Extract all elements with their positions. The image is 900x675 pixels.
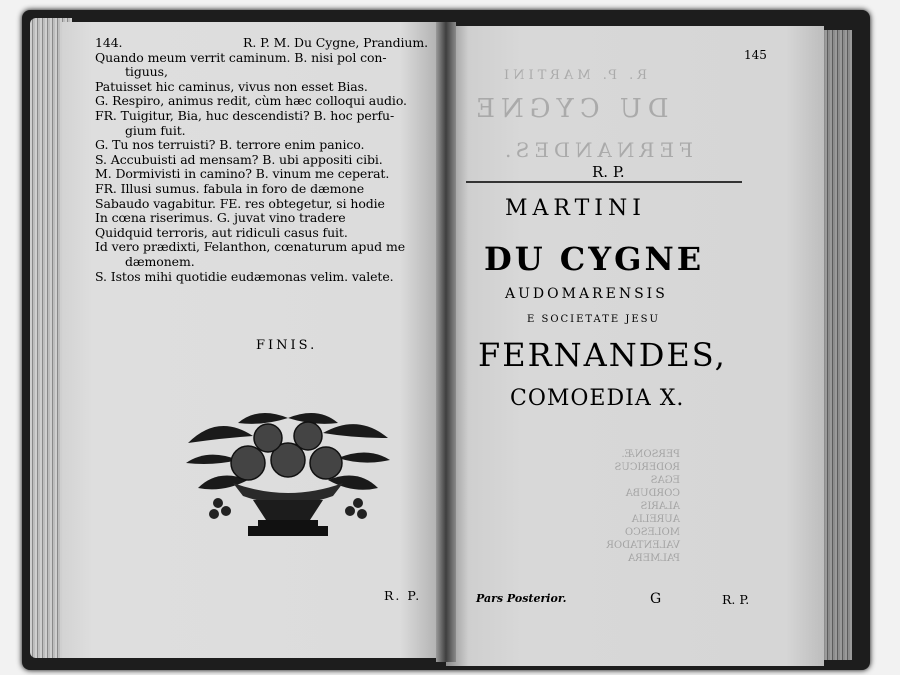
show-through-persons — [600, 448, 680, 565]
dialogue-line: FR. Tuigitur, Bia, huc descendisti? B. hoc perfu- — [95, 107, 395, 123]
dialogue-line: S. Accubuisti ad mensam? B. ubi appositi cibi. — [95, 151, 383, 167]
show-through-line2: DU CYGNE — [470, 94, 669, 124]
dialogue-line: Patuisset hic caminus, vivus non esset Bias. — [95, 78, 368, 94]
dialogue-line: FR. Illusi sumus. fabula in foro de dæmone — [95, 180, 365, 196]
pars-posterior: Pars Posterior. — [476, 592, 567, 605]
dialogue-lines — [95, 51, 440, 285]
dialogue-line: Quando meum verrit caminum. B. nisi pol con- — [95, 49, 387, 65]
dialogue-line: Id vero prædixti, Felanthon, cœnaturum apud me — [95, 239, 405, 255]
dialogue-line: M. Dormivisti in camino? B. vinum me ceperat. — [95, 166, 390, 182]
title-comoedia: COMOEDIA X. — [510, 386, 685, 411]
fruit-basket-ornament — [178, 408, 398, 548]
dialogue-line: G. Respiro, animus redit, cùm hæc colloqui audio. — [95, 93, 407, 109]
dialogue-line: G. Tu nos terruisti? B. terrore enim panico. — [95, 137, 365, 153]
show-through-person: CORDUBA — [625, 488, 680, 499]
dialogue-line: tiguus, — [125, 64, 168, 80]
left-page-text — [95, 36, 440, 284]
dialogue-line: In cœna riserimus. G. juvat vino tradere — [95, 210, 346, 226]
page-edges-right — [820, 30, 852, 660]
dialogue-line: dæmonem. — [125, 253, 195, 269]
show-through-person: MOLESCO — [624, 527, 680, 538]
title-rule — [466, 181, 742, 183]
show-through-person: RODERICUS — [614, 462, 680, 473]
dialogue-line: Sabaudo vagabitur. FE. res obtegetur, si hodie — [95, 195, 385, 211]
dialogue-line: S. Istos mihi quotidie eudæmonas velim. valete. — [95, 268, 394, 284]
show-through-person: PERSONÆ. — [621, 449, 680, 460]
left-page-number: 144. — [95, 35, 123, 50]
title-du-cygne: DU CYGNE — [484, 240, 705, 278]
running-header — [95, 36, 440, 51]
finis-mark: FINIS. — [256, 338, 318, 353]
catchword: R. P. — [722, 592, 750, 607]
running-title: R. P. M. Du Cygne, Prandium. — [243, 35, 428, 50]
left-signature: R. P. — [384, 588, 422, 603]
right-page-number: 145 — [744, 48, 767, 62]
title-audomarensis: AUDOMARENSIS — [505, 286, 668, 302]
title-societate: E SOCIETATE JESU — [527, 314, 660, 325]
title-fernandes: FERNANDES, — [478, 336, 727, 374]
title-rp: R. P. — [592, 163, 625, 181]
dialogue-line: Quidquid terroris, aut ridiculi casus fuit. — [95, 224, 348, 240]
show-through-person: VALENTADOR — [606, 540, 680, 551]
show-through-line3: FERNANDES. — [500, 138, 693, 162]
dialogue-line: gium fuit. — [125, 122, 186, 138]
show-through-person: PALMERA — [628, 553, 680, 564]
show-through-person: EGAS — [650, 475, 680, 486]
signature-letter: G — [650, 591, 662, 607]
title-martini: MARTINI — [505, 196, 646, 221]
show-through-line1: R. P. MARTINI — [500, 68, 648, 83]
show-through-person: AURELIA — [631, 514, 680, 525]
show-through-person: ALARIS — [640, 501, 680, 512]
